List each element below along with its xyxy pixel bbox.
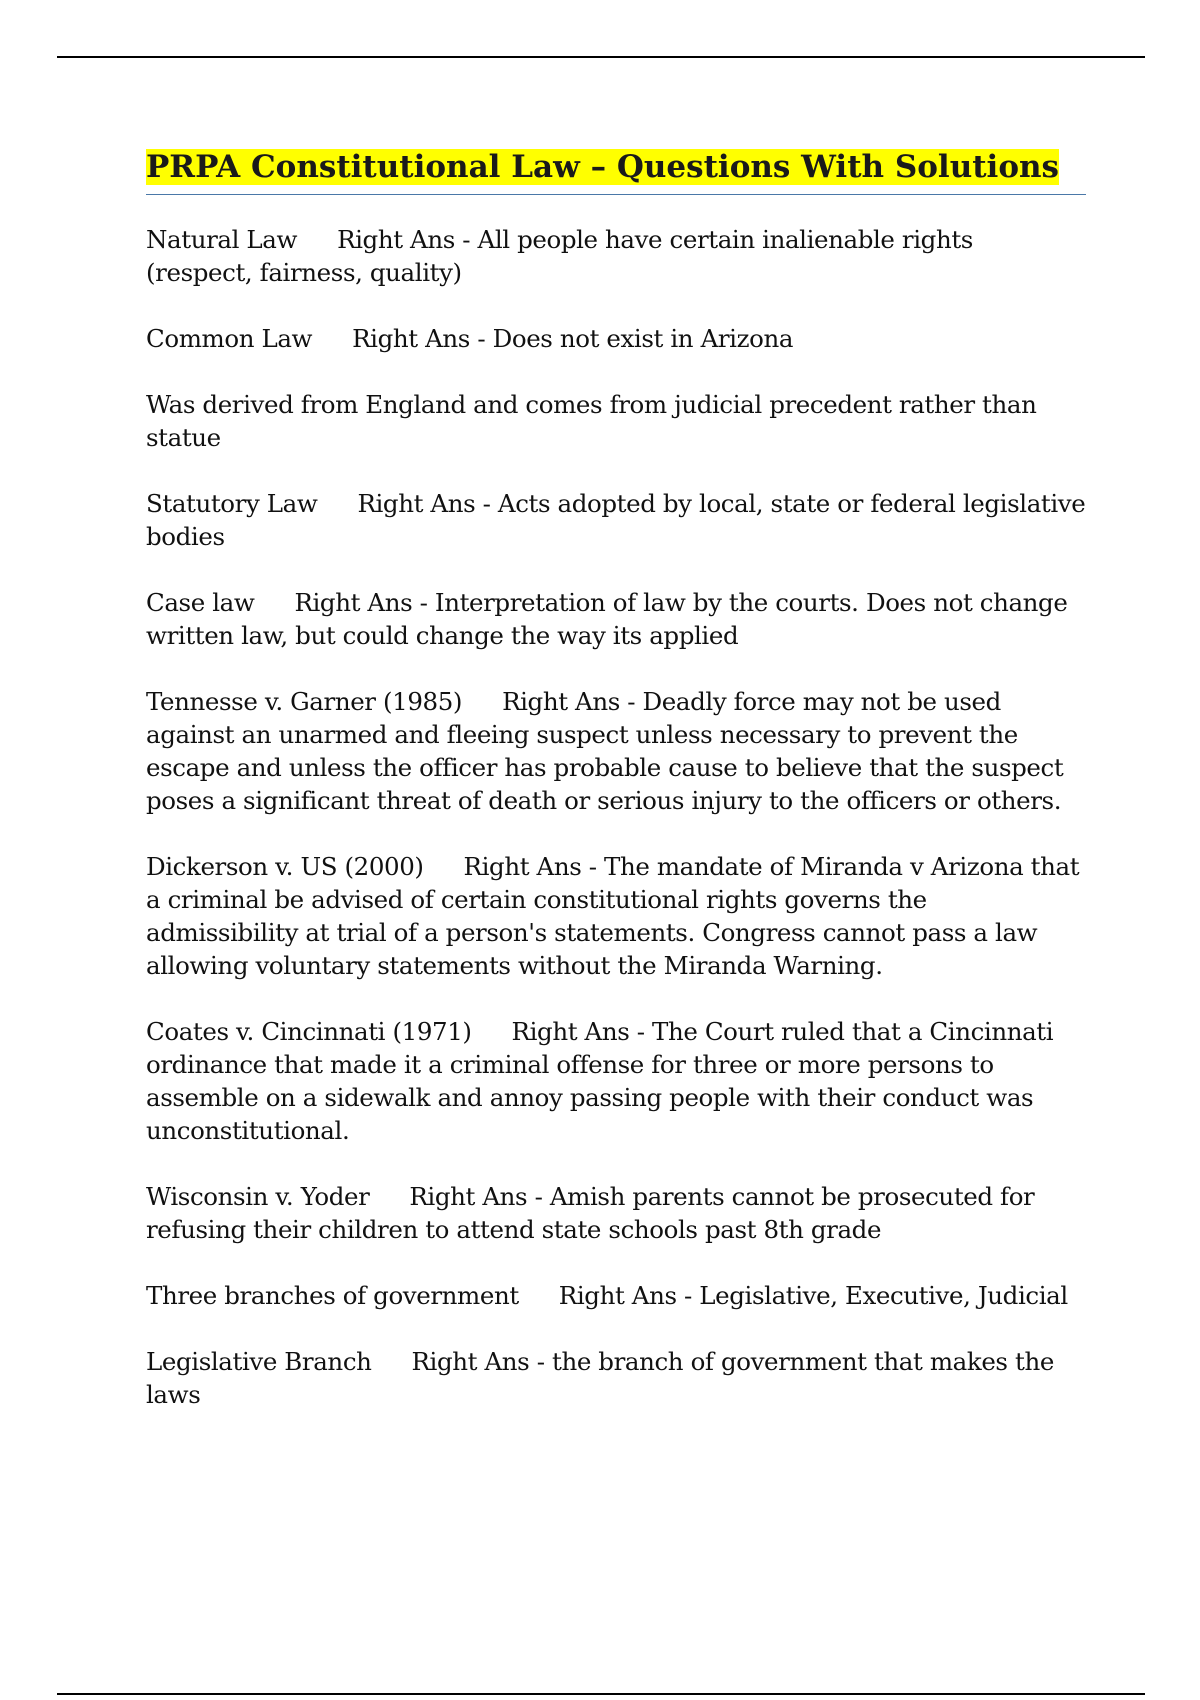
qa-term: Natural Law xyxy=(146,225,298,254)
qa-item xyxy=(146,850,1086,982)
qa-term: Tennesse v. Garner (1985) xyxy=(146,687,463,716)
qa-item xyxy=(146,322,1086,355)
qa-answer: Right Ans - Deadly force may not be used against an unarmed and fleeing suspect unless necessary to prevent the escape and unless the officer has probable cause to believe that the suspect poses a significant threat of death or serious injury to the officers or others. xyxy=(146,687,1064,815)
qa-item xyxy=(146,1180,1086,1246)
document-title: PRPA Constitutional Law – Questions With Solutions xyxy=(146,149,1060,185)
qa-answer: Right Ans - All people have certain inalienable rights (respect, fairness, quality) xyxy=(146,225,973,287)
qa-item xyxy=(146,685,1086,817)
qa-answer: Right Ans - Does not exist in Arizona xyxy=(352,324,794,353)
qa-item xyxy=(146,586,1086,652)
qa-item xyxy=(146,1279,1086,1312)
qa-item xyxy=(146,1345,1086,1411)
qa-term: Statutory Law xyxy=(146,489,318,518)
document-body xyxy=(146,146,1086,1444)
qa-answer: Right Ans - Interpretation of law by the courts. Does not change written law, but could change the way its applied xyxy=(146,588,1068,650)
qa-term: Coates v. Cincinnati (1971) xyxy=(146,1017,472,1046)
title-block xyxy=(146,146,1086,195)
page-bottom-rule xyxy=(57,1693,1145,1695)
qa-term: Three branches of government xyxy=(146,1281,519,1310)
qa-item xyxy=(146,223,1086,289)
qa-answer: Right Ans - The Court ruled that a Cincinnati ordinance that made it a criminal offense for three or more persons to assemble on a sidewalk and annoy passing people with their conduct was unconstitutional. xyxy=(146,1017,1054,1145)
qa-answer: Right Ans - Amish parents cannot be prosecuted for refusing their children to attend state schools past 8th grade xyxy=(146,1182,1035,1244)
qa-item xyxy=(146,1015,1086,1147)
page-top-rule xyxy=(57,56,1145,58)
qa-term: Wisconsin v. Yoder xyxy=(146,1182,370,1211)
qa-answer: Right Ans - Legislative, Executive, Judicial xyxy=(558,1281,1068,1310)
qa-answer: Right Ans - Acts adopted by local, state or federal legislative bodies xyxy=(146,489,1086,551)
qa-item xyxy=(146,487,1086,553)
qa-term: Case law xyxy=(146,588,255,617)
qa-answer: Was derived from England and comes from judicial precedent rather than statue xyxy=(146,390,1037,452)
qa-term: Common Law xyxy=(146,324,313,353)
qa-answer: Right Ans - the branch of government that makes the laws xyxy=(146,1347,1054,1409)
qa-term: Legislative Branch xyxy=(146,1347,372,1376)
qa-item xyxy=(146,388,1086,454)
qa-answer: Right Ans - The mandate of Miranda v Arizona that a criminal be advised of certain constitutional rights governs the admissibility at trial of a person's statements. Congress cannot pass a law allowing voluntary statements without the Miranda Warning. xyxy=(146,852,1080,980)
qa-term: Dickerson v. US (2000) xyxy=(146,852,424,881)
